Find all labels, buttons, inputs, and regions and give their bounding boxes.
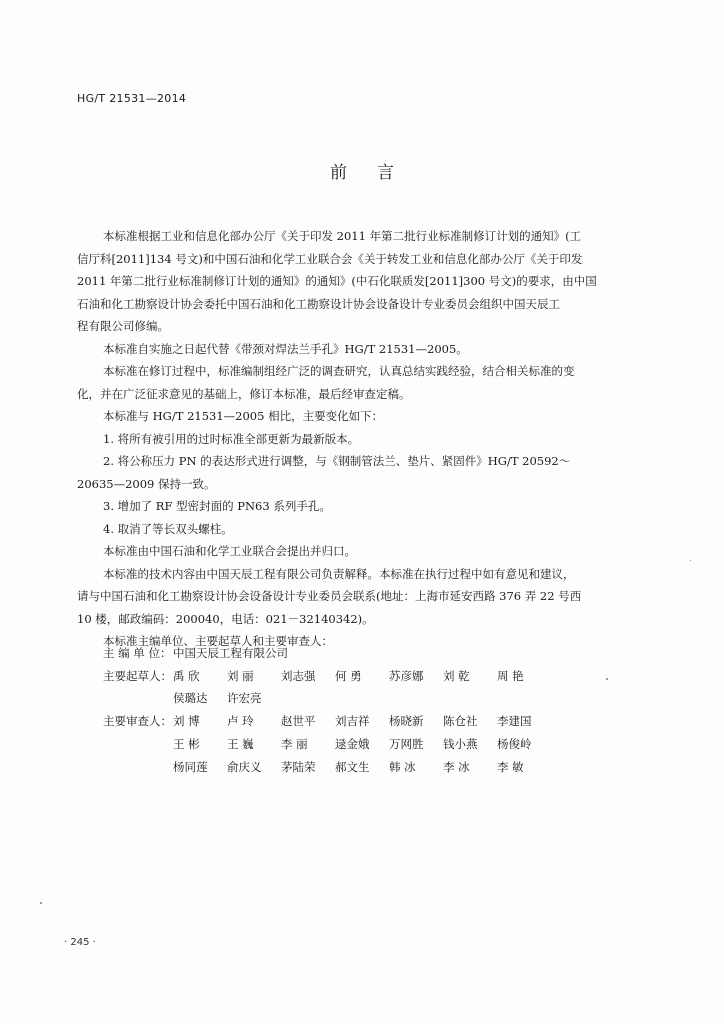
reviewer-name: 逯金娥 [335, 737, 370, 751]
drafters-names [173, 690, 281, 706]
text-line: 2011 年第二批行业标准制修订计划的通知》的通知》(中石化联质发[2011]300 号文)的要求，由中国 [77, 274, 597, 288]
text-line: 本标准的技术内容由中国天辰工程有限公司负责解释。本标准在执行过程中如有意见和建议， [103, 566, 575, 581]
drafter-name: 何 勇 [335, 669, 362, 683]
reviewer-name: 刘 博 [173, 714, 200, 728]
scan-speck [606, 678, 608, 680]
reviewers-names [173, 736, 551, 752]
change-item-4 [77, 518, 647, 541]
page-title: 前言 [330, 163, 424, 183]
reviewer-name: 李 丽 [281, 737, 308, 751]
text-line: 本标准主编单位、主要起草人和主要审查人： [103, 634, 333, 648]
change-item-2 [77, 450, 647, 495]
reviewers-names [173, 713, 551, 729]
text-line: 信厅科[2011]134 号文)和中国石油和化学工业联合会《关于转发工业和信息化部办公厅《关于印发 [77, 251, 583, 266]
drafter-name: 禹 欣 [173, 669, 200, 683]
reviewer-name: 陈仓社 [443, 714, 478, 728]
text-line: 请与中国石油和化工勘察设计协会设备设计专业委员会联系(地址：上海市延安西路 376 弄 22 号西 [77, 589, 582, 603]
reviewer-name: 卢 玲 [227, 714, 254, 728]
paragraph-4 [77, 405, 647, 428]
reviewer-name: 茅陆荣 [281, 760, 316, 774]
paragraph-6 [77, 563, 647, 631]
drafter-name: 许宏亮 [227, 691, 262, 705]
reviewer-name: 杨晓新 [389, 714, 424, 728]
reviewer-name: 韩 冰 [389, 760, 416, 774]
reviewer-name: 郝文生 [335, 760, 370, 774]
drafters-label: 主要起草人： [103, 669, 172, 683]
text-line: 本标准与 HG/T 21531—2005 相比，主要变化如下： [103, 409, 384, 423]
paragraph-1 [77, 225, 647, 338]
paragraph-5 [77, 540, 647, 563]
reviewer-name: 李 冰 [443, 760, 470, 774]
foreword-body [77, 225, 647, 653]
text-line: 3. 增加了 RF 型密封面的 PN63 系列手孔。 [103, 499, 331, 513]
text-line: 化，并在广泛征求意见的基础上，修订本标准，最后经审查定稿。 [77, 386, 411, 401]
text-line: 2. 将公称压力 PN 的表达形式进行调整，与《钢制管法兰、垫片、紧固件》HG/T 20592～ [103, 454, 571, 468]
reviewer-name: 李建国 [497, 714, 532, 728]
text-line: 本标准由中国石油和化学工业联合会提出并归口。 [103, 544, 356, 558]
reviewers-names [173, 759, 551, 775]
text-line: 本标准根据工业和信息化部办公厅《关于印发 2011 年第二批行业标准制修订计划的通知》(工 [103, 229, 582, 243]
drafter-name: 周 艳 [497, 669, 524, 683]
reviewer-name: 钱小燕 [443, 737, 478, 751]
reviewer-name: 杨俊岭 [497, 737, 532, 751]
text-line: 本标准自实施之日起代替《带颈对焊法兰手孔》HG/T 21531—2005。 [103, 341, 468, 356]
scan-speck [40, 902, 42, 904]
paragraph-3 [77, 360, 647, 405]
reviewer-name: 杨同莲 [173, 760, 208, 774]
reviewer-name: 俞庆义 [227, 760, 262, 774]
text-line: 20635—2009 保持一致。 [77, 476, 216, 491]
text-line: 程有限公司修编。 [77, 319, 169, 333]
chief-unit-label: 主 编 单 位： [103, 646, 172, 660]
reviewer-name: 李 敏 [497, 760, 524, 774]
reviewer-name: 万网胜 [389, 737, 424, 751]
text-line: 本标准在修订过程中，标准编制组经广泛的调查研究，认真总结实践经验，结合相关标准的变 [103, 364, 575, 378]
drafter-name: 苏彦娜 [389, 669, 424, 683]
paragraph-2 [77, 338, 647, 361]
change-item-1 [77, 428, 647, 451]
reviewer-name: 王 彬 [173, 737, 200, 751]
standard-code: HG/T 21531—2014 [77, 92, 187, 105]
page-number: · 245 · [64, 937, 96, 948]
reviewer-name: 刘吉祥 [335, 714, 370, 728]
drafter-name: 侯璐达 [173, 691, 208, 705]
drafters-names [173, 668, 551, 684]
change-item-3 [77, 495, 647, 518]
scan-speck [690, 560, 691, 561]
reviewer-name: 赵世平 [281, 714, 316, 728]
text-line: 4. 取消了等长双头螺柱。 [103, 521, 233, 536]
text-line: 石油和化工勘察设计协会委托中国石油和化工勘察设计协会设备设计专业委员会组织中国天辰工 [77, 296, 560, 311]
chief-unit-name: 中国天辰工程有限公司 [173, 646, 288, 660]
drafter-name: 刘志强 [281, 669, 316, 683]
text-line: 1. 将所有被引用的过时标准全部更新为最新版本。 [103, 431, 360, 446]
drafter-name: 刘 乾 [443, 669, 470, 683]
reviewer-name: 王 巍 [227, 737, 254, 751]
reviewers-label: 主要审查人： [103, 714, 172, 728]
text-line: 10 楼，邮政编码：200040，电话：021－32140342)。 [77, 611, 374, 626]
drafter-name: 刘 丽 [227, 669, 254, 683]
